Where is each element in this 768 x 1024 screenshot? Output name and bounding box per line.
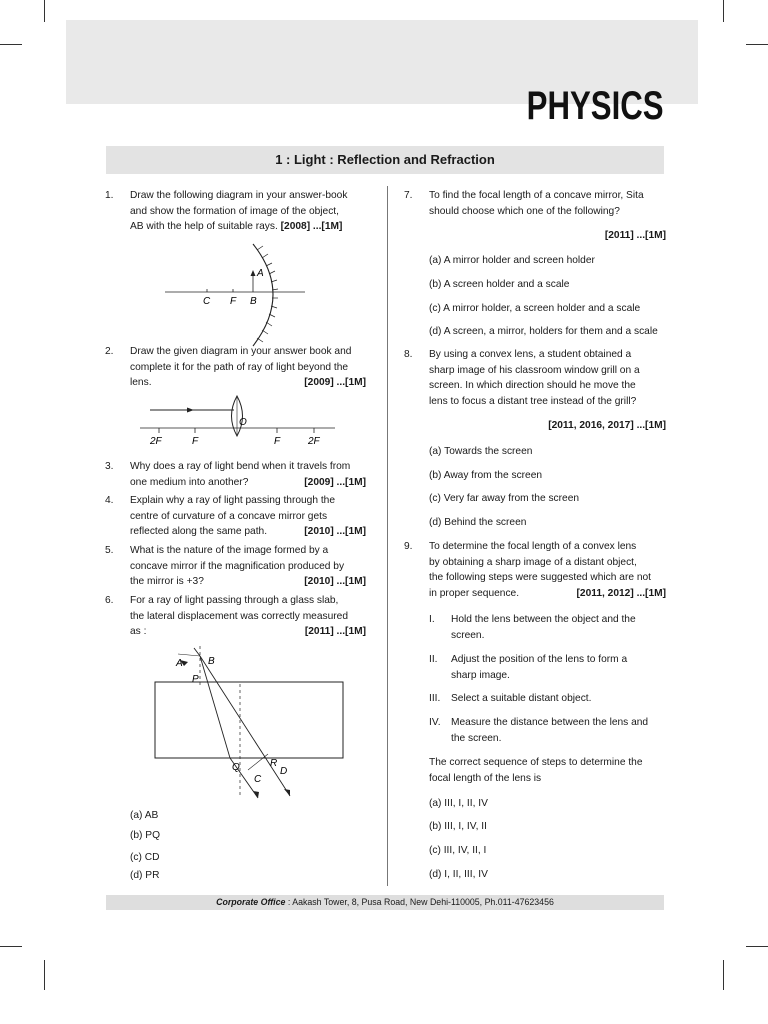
question-line: lens to focus a distant tree instead of the grill? — [429, 395, 637, 407]
step-line: screen. — [451, 629, 485, 641]
footer-label: Corporate Office — [216, 897, 286, 907]
option: (a) AB — [130, 810, 159, 821]
step-line: Select a suitable distant object. — [451, 693, 592, 704]
option: (d) I, II, III, IV — [429, 869, 488, 880]
year-tag: [2010] ...[1M] — [304, 526, 366, 537]
option: (a) III, I, II, IV — [429, 798, 488, 809]
crop-mark — [723, 960, 724, 990]
label-b: B — [208, 656, 215, 667]
step-line: Adjust the position of the lens to form a — [451, 654, 628, 665]
question-line: as : — [130, 626, 147, 637]
year-tag: [2011] ...[1M] — [604, 230, 666, 241]
question-number: 2. — [105, 346, 114, 357]
year-tag: [2009] ...[1M] — [304, 476, 366, 488]
label-c: C — [254, 774, 262, 785]
question-line: For a ray of light passing through a glass slab, — [130, 595, 339, 606]
label-a: A — [176, 658, 183, 669]
label-c: C — [203, 296, 211, 307]
option: (b) A screen holder and a scale — [429, 279, 570, 290]
label-2f-right: 2F — [308, 436, 320, 447]
question-number: 1. — [105, 190, 114, 201]
label-p: P — [192, 674, 199, 685]
question-number: 9. — [404, 541, 413, 552]
question-line: Why does a ray of light bend when it travels from — [130, 461, 351, 472]
label-f: F — [230, 296, 237, 307]
question-line: focal length of the lens is — [429, 772, 542, 784]
step-number: I. — [429, 614, 435, 625]
label-f-right: F — [274, 436, 281, 447]
year-tag: [2011, 2012] ...[1M] — [576, 587, 666, 599]
label-a: A — [257, 268, 264, 279]
option: (d) PR — [130, 870, 160, 881]
question-line: the mirror is +3? — [130, 576, 204, 587]
step-number: IV. — [429, 717, 441, 728]
crop-mark — [746, 44, 768, 45]
question-number: 7. — [404, 190, 413, 201]
option: (c) III, IV, II, I — [429, 845, 487, 856]
crop-mark — [44, 960, 45, 990]
footer — [106, 895, 664, 910]
question-line: By using a convex lens, a student obtained a — [429, 349, 632, 360]
label-q: Q — [232, 762, 240, 773]
question-line: concave mirror if the magnification produced by — [130, 560, 345, 572]
option: (c) Very far away from the screen — [429, 493, 580, 504]
question-line: centre of curvature of a concave mirror gets — [130, 510, 328, 522]
crop-mark — [0, 44, 22, 45]
step-line: the screen. — [451, 732, 502, 744]
crop-mark — [723, 0, 724, 22]
question-line: Draw the following diagram in your answer-book — [130, 190, 348, 201]
column-divider — [387, 186, 388, 886]
option: (a) Towards the screen — [429, 446, 533, 457]
option: (d) Behind the screen — [429, 517, 527, 528]
footer-address: : Aakash Tower, 8, Pusa Road, New Dehi-110005, Ph.011-47623456 — [285, 897, 554, 907]
crop-mark — [44, 0, 45, 22]
question-line: should choose which one of the following? — [429, 205, 620, 217]
glass-slab-diagram — [150, 646, 350, 806]
question-line: screen. In which direction should he move the — [429, 380, 636, 391]
question-line: in proper sequence. — [429, 587, 520, 599]
question-line: the following steps were suggested which are not — [429, 572, 651, 583]
step-line: sharp image. — [451, 669, 510, 681]
question-line: AB with the help of suitable rays. — [130, 221, 278, 232]
question-number: 5. — [105, 545, 114, 556]
concave-mirror-diagram — [165, 238, 365, 358]
convex-lens-diagram — [140, 392, 340, 454]
year-tag: [2009] ...[1M] — [304, 377, 366, 388]
step-number: II. — [429, 654, 438, 665]
step-line: Measure the distance between the lens and — [451, 717, 649, 728]
label-2f-left: 2F — [150, 436, 162, 447]
question-line: Explain why a ray of light passing through the — [130, 495, 336, 506]
question-number: 6. — [105, 595, 114, 606]
crop-mark — [746, 946, 768, 947]
option: (b) PQ — [130, 830, 161, 841]
question-line: The correct sequence of steps to determine the — [429, 757, 643, 768]
year-tag: [2010] ...[1M] — [304, 576, 366, 587]
question-line: one medium into another? — [130, 476, 249, 488]
question-line: complete it for the path of ray of light beyond the — [130, 361, 349, 373]
chapter-title: 1 : Light : Reflection and Refraction — [106, 146, 664, 174]
question-number: 8. — [404, 349, 413, 360]
option: (a) A mirror holder and screen holder — [429, 255, 595, 266]
question-number: 4. — [105, 495, 114, 506]
label-b: B — [250, 296, 257, 307]
option: (c) CD — [130, 852, 160, 863]
step-number: III. — [429, 693, 441, 704]
question-line: reflected along the same path. — [130, 526, 268, 537]
label-f-left: F — [192, 436, 199, 447]
option: (d) A screen, a mirror, holders for them and a scale — [429, 326, 658, 337]
question-line: the lateral displacement was correctly measured — [130, 610, 348, 622]
question-line: To find the focal length of a concave mirror, Sita — [429, 190, 644, 201]
question-line: by obtaining a sharp image of a distant object, — [429, 556, 637, 568]
label-r: R — [270, 758, 278, 769]
step-line: Hold the lens between the object and the — [451, 614, 636, 625]
subject-title: PHYSICS — [527, 84, 664, 128]
option: (b) III, I, IV, II — [429, 821, 487, 832]
crop-mark — [0, 946, 22, 947]
question-line: What is the nature of the image formed by a — [130, 545, 329, 556]
question-line: sharp image of his classroom window grill on a — [429, 364, 640, 376]
label-d: D — [280, 766, 288, 777]
question-line: Draw the given diagram in your answer book and — [130, 346, 352, 357]
question-line: and show the formation of image of the object, — [130, 205, 339, 217]
option: (b) Away from the screen — [429, 470, 543, 481]
option: (c) A mirror holder, a screen holder and a scale — [429, 303, 641, 314]
question-9-stem — [429, 755, 666, 786]
year-tag: [2008] ...[1M] — [280, 221, 343, 232]
year-tag: [2011, 2016, 2017] ...[1M] — [548, 420, 666, 431]
question-number: 3. — [105, 461, 114, 472]
year-tag: [2011] ...[1M] — [304, 626, 366, 637]
question-line: To determine the focal length of a convex lens — [429, 541, 637, 552]
question-line: lens. — [130, 377, 152, 388]
label-o: O — [239, 417, 247, 428]
